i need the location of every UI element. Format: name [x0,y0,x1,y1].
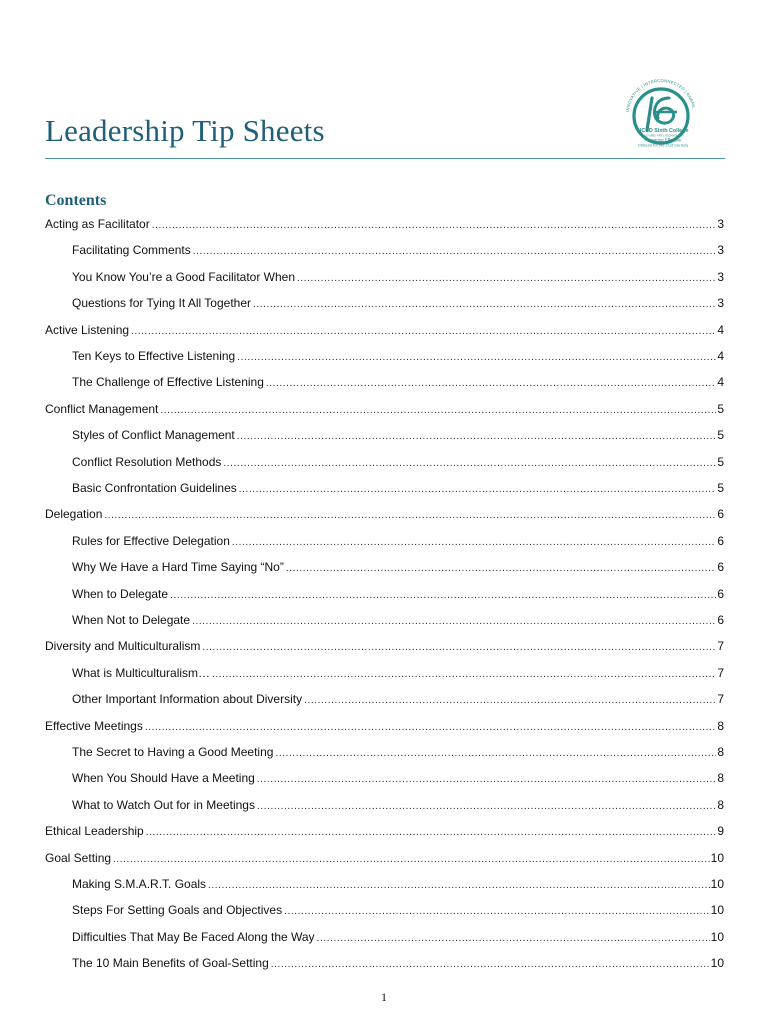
toc-dot-leader [212,665,716,685]
toc-dot-leader [237,427,717,447]
toc-entry-label: Acting as Facilitator [45,217,150,231]
toc-dot-leader [297,269,716,289]
toc-entry-label: Difficulties That May Be Faced Along the Way [72,929,315,944]
toc-dot-leader [146,823,717,843]
toc-dot-leader [152,216,717,236]
toc-dot-leader [160,401,716,421]
toc-entry-label: Other Important Information about Diversity [72,692,303,707]
toc-entry-page: 8 [717,797,724,812]
logo-tagline-1: Preparing Effective [644,137,682,143]
toc-entry-label: Rules for Effective Delegation [72,533,230,548]
toc-entry-page: 10 [710,956,724,971]
toc-entry-label: When to Delegate [72,586,169,601]
toc-subentry[interactable] [72,874,724,894]
toc-dot-leader [317,929,710,949]
toc-entry-label: Effective Meetings [45,718,143,733]
toc-entry-page: 6 [717,586,724,601]
toc-subentry[interactable] [72,452,724,472]
toc-entry-page: 10 [710,877,724,891]
toc-entry-label: Active Listening [45,322,130,337]
toc-dot-leader [131,322,716,342]
toc-dot-leader [257,770,717,790]
toc-entry[interactable] [45,399,724,419]
toc-dot-leader [275,744,716,764]
toc-subentry[interactable] [72,927,724,947]
toc-entry-page: 5 [717,481,724,495]
toc-subentry[interactable] [72,267,724,287]
toc-entry-page: 5 [717,401,724,416]
toc-dot-leader [208,876,710,896]
toc-subentry[interactable] [72,610,724,630]
toc-entry-page: 4 [717,349,724,363]
toc-entry-page: 4 [717,322,724,337]
toc-subentry[interactable] [72,584,724,604]
toc-subentry[interactable] [72,557,724,577]
toc-entry-label: Questions for Tying It All Together [72,296,251,311]
toc-entry-label: Conflict Resolution Methods [72,454,222,469]
toc-subentry[interactable] [72,478,724,498]
toc-subentry[interactable] [72,531,724,551]
toc-entry-page: 3 [717,217,724,231]
toc-entry-page: 7 [717,639,724,654]
toc-entry-label: Ten Keys to Effective Listening [72,349,236,363]
toc-entry-label: The Secret to Having a Good Meeting [72,745,274,759]
toc-subentry[interactable] [72,425,724,445]
toc-dot-leader [266,374,716,394]
toc-entry-label: Conflict Management [45,401,159,416]
toc-dot-leader [145,718,716,738]
toc-entry-label: Diversity and Multiculturalism [45,639,201,654]
toc-entry-label: Ethical Leadership [45,824,144,839]
toc-entry-label: The Challenge of Effective Listening [72,375,264,390]
page-number: 1 [381,990,387,1004]
toc-entry[interactable] [45,848,724,868]
toc-dot-leader [257,797,716,817]
toc-entry-page: 3 [717,296,724,311]
toc-entry[interactable] [45,716,724,736]
toc-entry-label: When You Should Have a Meeting [72,771,255,786]
toc-entry-page: 7 [717,692,724,707]
toc-entry-label: Basic Confrontation Guidelines [72,481,237,495]
toc-entry[interactable] [45,214,724,234]
toc-entry-page: 3 [717,243,724,258]
toc-dot-leader [170,586,716,606]
toc-entry-page: 8 [717,771,724,786]
toc-entry-label: Steps For Setting Goals and Objectives [72,903,283,918]
toc-entry-page: 5 [717,428,724,443]
logo-name: UCSD Sixth College [637,128,689,134]
toc-entry-label: What to Watch Out for in Meetings [72,797,255,812]
toc-entry-page: 10 [710,850,724,865]
toc-subentry[interactable] [72,293,724,313]
toc-subentry[interactable] [72,689,724,709]
title-divider [45,158,725,159]
toc-dot-leader [286,559,716,579]
toc-subentry[interactable] [72,240,724,260]
toc-entry-label: Goal Setting [45,850,112,865]
toc-entry-page: 3 [717,269,724,284]
toc-subentry[interactable] [72,372,724,392]
toc-subentry[interactable] [72,768,724,788]
toc-dot-leader [237,348,716,368]
logo-small-line: CULTURE | ART | TECHNOLOGY [641,133,685,138]
toc-entry-page: 5 [717,454,724,469]
toc-dot-leader [193,242,717,262]
toc-entry-page: 6 [717,533,724,548]
toc-dot-leader [239,480,717,500]
toc-entry-label: What is Multiculturalism… [72,665,211,680]
toc-dot-leader [232,533,716,553]
toc-entry-page: 9 [717,824,724,839]
toc-entry[interactable] [45,636,724,656]
contents-heading: Contents [45,192,107,209]
toc-subentry[interactable] [72,346,724,366]
toc-entry-label: Delegation [45,507,103,522]
toc-entry-label: You Know You’re a Good Facilitator When [72,269,296,284]
toc-entry-label: Styles of Conflict Management [72,428,235,443]
toc-dot-leader [104,506,716,526]
toc-entry-page: 8 [717,745,724,759]
toc-subentry[interactable] [72,795,724,815]
toc-dot-leader [192,612,716,632]
toc-entry-label: Making S.M.A.R.T. Goals [72,877,207,891]
toc-entry-label: Facilitating Comments [72,243,191,258]
ucsd-sixth-college-logo [611,68,711,148]
toc-dot-leader [223,454,716,474]
toc-entry-page: 6 [717,507,724,522]
toc-dot-leader [253,295,716,315]
toc-subentry[interactable] [72,663,724,683]
toc-dot-leader [271,955,710,975]
toc-entry[interactable] [45,320,724,340]
toc-dot-leader [113,850,710,870]
toc-entry-label: When Not to Delegate [72,613,191,627]
toc-entry[interactable] [45,821,724,841]
toc-entry-label: Why We Have a Hard Time Saying “No” [72,560,284,575]
toc-entry-page: 10 [710,929,724,944]
logo-tagline-2: Citizens for the 21st Century [637,142,689,148]
toc-entry-label: The 10 Main Benefits of Goal-Setting [72,956,269,971]
toc-entry[interactable] [45,504,724,524]
toc-subentry[interactable] [72,900,724,920]
toc-subentry[interactable] [72,742,724,762]
toc-entry-page: 10 [710,903,724,918]
toc-dot-leader [284,902,710,922]
toc-entry-page: 6 [717,560,724,575]
toc-dot-leader [304,691,716,711]
logo-arc-text: INNOVATIVE | INTERCONNECTED | AWARE [625,77,697,113]
toc-entry-page: 8 [717,718,724,733]
toc-subentry[interactable] [72,953,724,973]
document-title: Leadership Tip Sheets [45,113,325,148]
toc-entry-page: 4 [717,375,724,390]
toc-entry-page: 7 [717,665,724,680]
toc-dot-leader [202,638,716,658]
toc-entry-page: 6 [717,613,724,627]
